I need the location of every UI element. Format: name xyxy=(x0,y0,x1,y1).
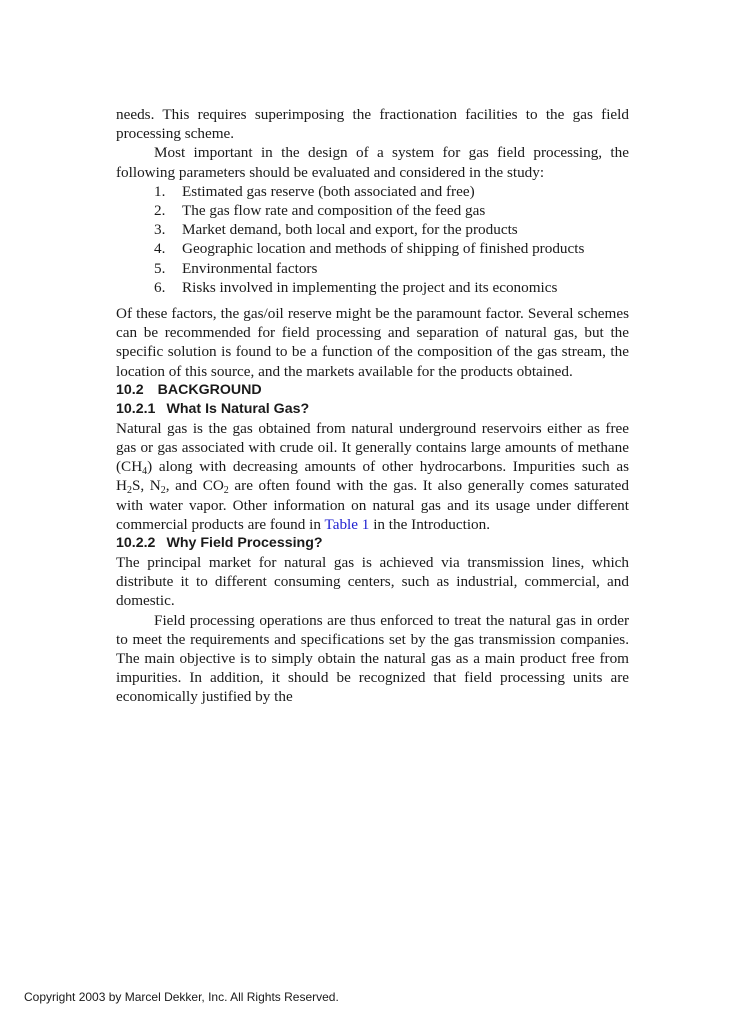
text-run: ) along with decreasing amounts of other hydrocarbons. Impurities such as H xyxy=(116,458,629,495)
subsection-heading-why-field-processing xyxy=(116,534,629,553)
factors-list xyxy=(116,182,629,297)
subscript: 2 xyxy=(160,485,166,497)
text-run: are often found with the gas. It also generally comes saturated with water vapor. Other information on natural gas and its usage under different commercial products are found in xyxy=(116,477,629,533)
list-item-text: The gas flow rate and composition of the feed gas xyxy=(182,202,486,220)
list-item-number: 3. xyxy=(154,221,166,239)
text-run: Natural gas is the gas obtained from natural underground reservoirs either as free gas or gas associated with crude oil. It generally contains large amounts of methane (CH xyxy=(116,419,629,476)
subscript: 4 xyxy=(142,466,148,478)
text-run: , and CO xyxy=(165,477,224,495)
list-item-number: 5. xyxy=(154,259,166,277)
section-heading-background xyxy=(116,381,629,400)
list-item-number: 4. xyxy=(154,240,166,258)
paramount-factor-paragraph: Of these factors, the gas/oil reserve might be the paramount factor. Several schemes can be recommended for field processing and separation of natural gas, but the specific solution is found to be a function of the composition of the gas stream, the location of this source, and the markets available for the products obtained. xyxy=(116,305,629,380)
field-processing-paragraph: Field processing operations are thus enforced to treat the natural gas in order to meet the requirements and specifications set by the gas transmission companies. The main objective is to simply obtain the natural gas as a main product free from impurities. In addition, it should be recognized that field processing units are economically justified by the xyxy=(116,611,629,706)
text-run: in the Introduction. xyxy=(369,515,491,533)
table-1-link[interactable]: Table 1 xyxy=(324,515,370,533)
copyright-footer: Copyright 2003 by Marcel Dekker, Inc. All Rights Reserved. xyxy=(24,990,339,1004)
list-item-text: Market demand, both local and export, for the products xyxy=(182,221,518,239)
page-body xyxy=(116,105,629,707)
subscript: 2 xyxy=(126,485,132,497)
list-item xyxy=(116,220,629,239)
list-item xyxy=(116,201,629,220)
list-item xyxy=(116,259,629,278)
list-item-number: 6. xyxy=(154,278,166,296)
subsection-title: Why Field Processing? xyxy=(166,535,323,552)
list-item-text: Geographic location and methods of shipping of finished products xyxy=(182,240,585,258)
list-item-text: Environmental factors xyxy=(182,259,318,277)
list-item-text: Estimated gas reserve (both associated and free) xyxy=(182,182,475,200)
list-item-text: Risks involved in implementing the project and its economics xyxy=(182,278,558,296)
text-run: S, N xyxy=(131,477,161,495)
list-item-number: 1. xyxy=(154,182,166,200)
list-item-number: 2. xyxy=(154,202,166,220)
subsection-title: What Is Natural Gas? xyxy=(166,400,310,417)
list-item xyxy=(116,239,629,258)
design-parameters-paragraph: Most important in the design of a system for gas field processing, the following parameters should be evaluated and considered in the study: xyxy=(116,144,629,181)
subsection-number: 10.2.2 xyxy=(116,535,156,552)
subsection-heading-what-is-natural-gas xyxy=(116,400,629,419)
section-number: 10.2 xyxy=(116,381,144,398)
section-title: BACKGROUND xyxy=(157,381,262,398)
subscript: 2 xyxy=(223,485,229,497)
principal-market-paragraph: The principal market for natural gas is achieved via transmission lines, which distribute it to different consuming centers, such as industrial, commercial, and domestic. xyxy=(116,554,629,610)
natural-gas-paragraph xyxy=(116,419,629,534)
list-item xyxy=(116,182,629,201)
list-item xyxy=(116,278,629,297)
intro-paragraph: needs. This requires superimposing the fractionation facilities to the gas field processing scheme. xyxy=(116,106,629,143)
subsection-number: 10.2.1 xyxy=(116,400,156,417)
